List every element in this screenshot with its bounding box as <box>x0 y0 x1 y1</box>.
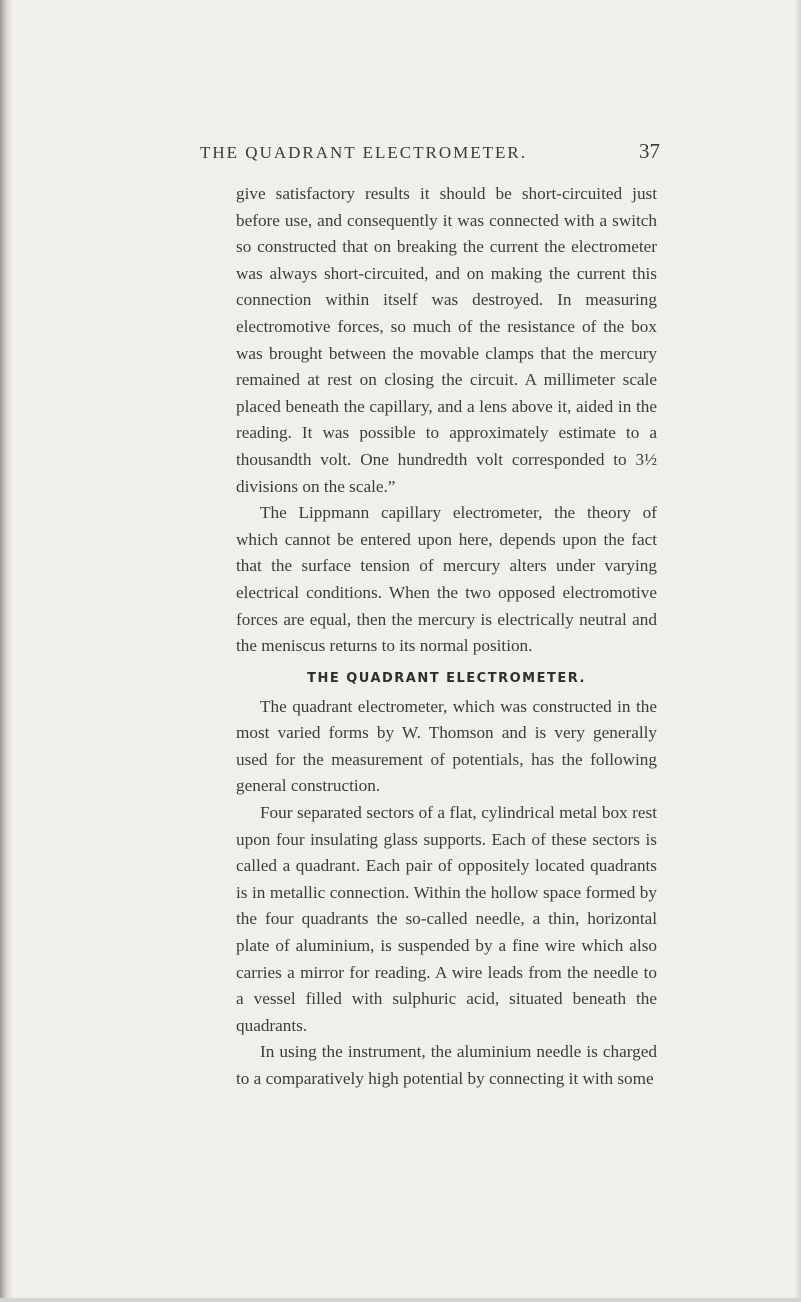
page-spine-shadow <box>0 0 12 1302</box>
page-header <box>200 139 660 169</box>
body-text <box>236 181 657 1093</box>
paragraph: give satisfactory results it should be short-circuited just before use, and consequently it was connected with a switch so constructed that on breaking the current the electrometer was always short-circuited, and on making the current this connection within itself was destroyed. In measuring electromotive forces, so much of the resistance of the box was brought between the movable clamps that the mercury remained at rest on closing the circuit. A millimeter scale placed beneath the capillary, and a lens above it, aided in the reading. It was possible to approximately estimate to a thousandth volt. One hundredth volt corresponded to 3½ divisions on the scale.” <box>236 184 657 496</box>
paragraph: The Lippmann capillary electrometer, the theory of which cannot be entered upon here, depends upon the fact that the surface tension of mercury alters under varying electrical conditions. When the two opposed electromotive forces are equal, then the mercury is electrically neutral and the meniscus returns to its normal position. <box>236 503 657 656</box>
paragraph: In using the instrument, the aluminium needle is charged to a comparatively high potential by connecting it with some <box>236 1042 657 1088</box>
page-number: 37 <box>639 139 660 163</box>
paragraph: The quadrant electrometer, which was constructed in the most varied forms by W. Thomson and is very generally used for the measurement of potentials, has the following general construction. <box>236 696 657 796</box>
page-bottom-edge <box>0 1298 801 1302</box>
running-head: THE QUADRANT ELECTROMETER. <box>200 143 527 162</box>
page-right-edge <box>796 0 801 1302</box>
section-heading: THE QUADRANT ELECTROMETER. <box>307 670 586 686</box>
paragraph: Four separated sectors of a flat, cylindrical metal box rest upon four insulating glass supports. Each of these sectors is called a quadrant. Each pair of oppositely located quadrants is in metallic connection. Within the hollow space formed by the four quadrants the so-called needle, a thin, horizontal plate of aluminium, is suspended by a fine wire which also carries a mirror for reading. A wire leads from the needle to a vessel filled with sulphuric acid, situated beneath the quadrants. <box>236 803 657 1035</box>
